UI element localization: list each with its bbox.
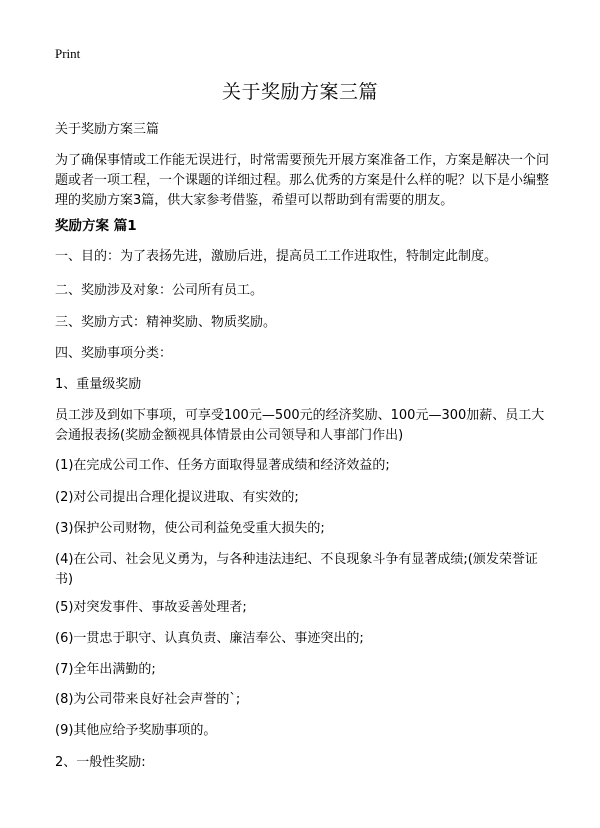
list-item: (3)保护公司财物，使公司利益免受重大损失的; — [55, 521, 325, 536]
list-item: (5)对突发事件、事故妥善处理者; — [55, 600, 247, 615]
list-item: (4)在公司、社会见义勇为，与各种违法违纪、不良现象斗争有显著成绩;(颁发荣誉证书) — [55, 552, 538, 587]
list-item: (8)为公司带来良好社会声誉的`; — [55, 692, 241, 707]
section-heading: 奖励方案 篇1 — [55, 218, 137, 234]
list-item: (6)一贯忠于职守、认真负责、廉洁奉公、事迹突出的; — [55, 631, 364, 646]
document-subtitle: 关于奖励方案三篇 — [55, 122, 160, 137]
intro-paragraph: 为了确保事情或工作能无误进行，时常需要预先开展方案准备工作，方案是解决一个问题或者一项工程，一个课题的详细过程。那么优秀的方案是什么样的呢？以下是小编整理的奖励方案3篇，供大家参考借鉴，希望可以帮助到有需要的朋友。 — [55, 153, 550, 208]
list-item: (9)其他应给予奖励事项的。 — [55, 723, 217, 738]
paragraph-purpose: 一、目的：为了表扬先进，激励后进，提高员工工作进取性，特制定此制度。 — [55, 249, 498, 264]
paragraph-general-award: 2、一般性奖励: — [55, 755, 146, 770]
list-item: (1)在完成公司工作、任务方面取得显著成绩和经济效益的; — [55, 458, 390, 473]
paragraph-major-award: 1、重量级奖励 — [55, 377, 142, 392]
paragraph-scope: 二、奖励涉及对象：公司所有员工。 — [55, 283, 264, 298]
print-link[interactable]: Print — [55, 46, 81, 61]
paragraph-major-award-detail: 员工涉及到如下事项，可享受100元—500元的经济奖励、100元—300加薪、员工大会通报表扬(奖励金额视具体情景由公司领导和人事部门作出) — [55, 408, 545, 443]
list-item: (2)对公司提出合理化提议进取、有实效的; — [55, 490, 299, 505]
paragraph-categories: 四、奖励事项分类： — [55, 346, 173, 361]
list-item: (7)全年出满勤的; — [55, 662, 156, 677]
paragraph-method: 三、奖励方式：精神奖励、物质奖励。 — [55, 315, 277, 330]
document-title: 关于奖励方案三篇 — [221, 81, 378, 103]
